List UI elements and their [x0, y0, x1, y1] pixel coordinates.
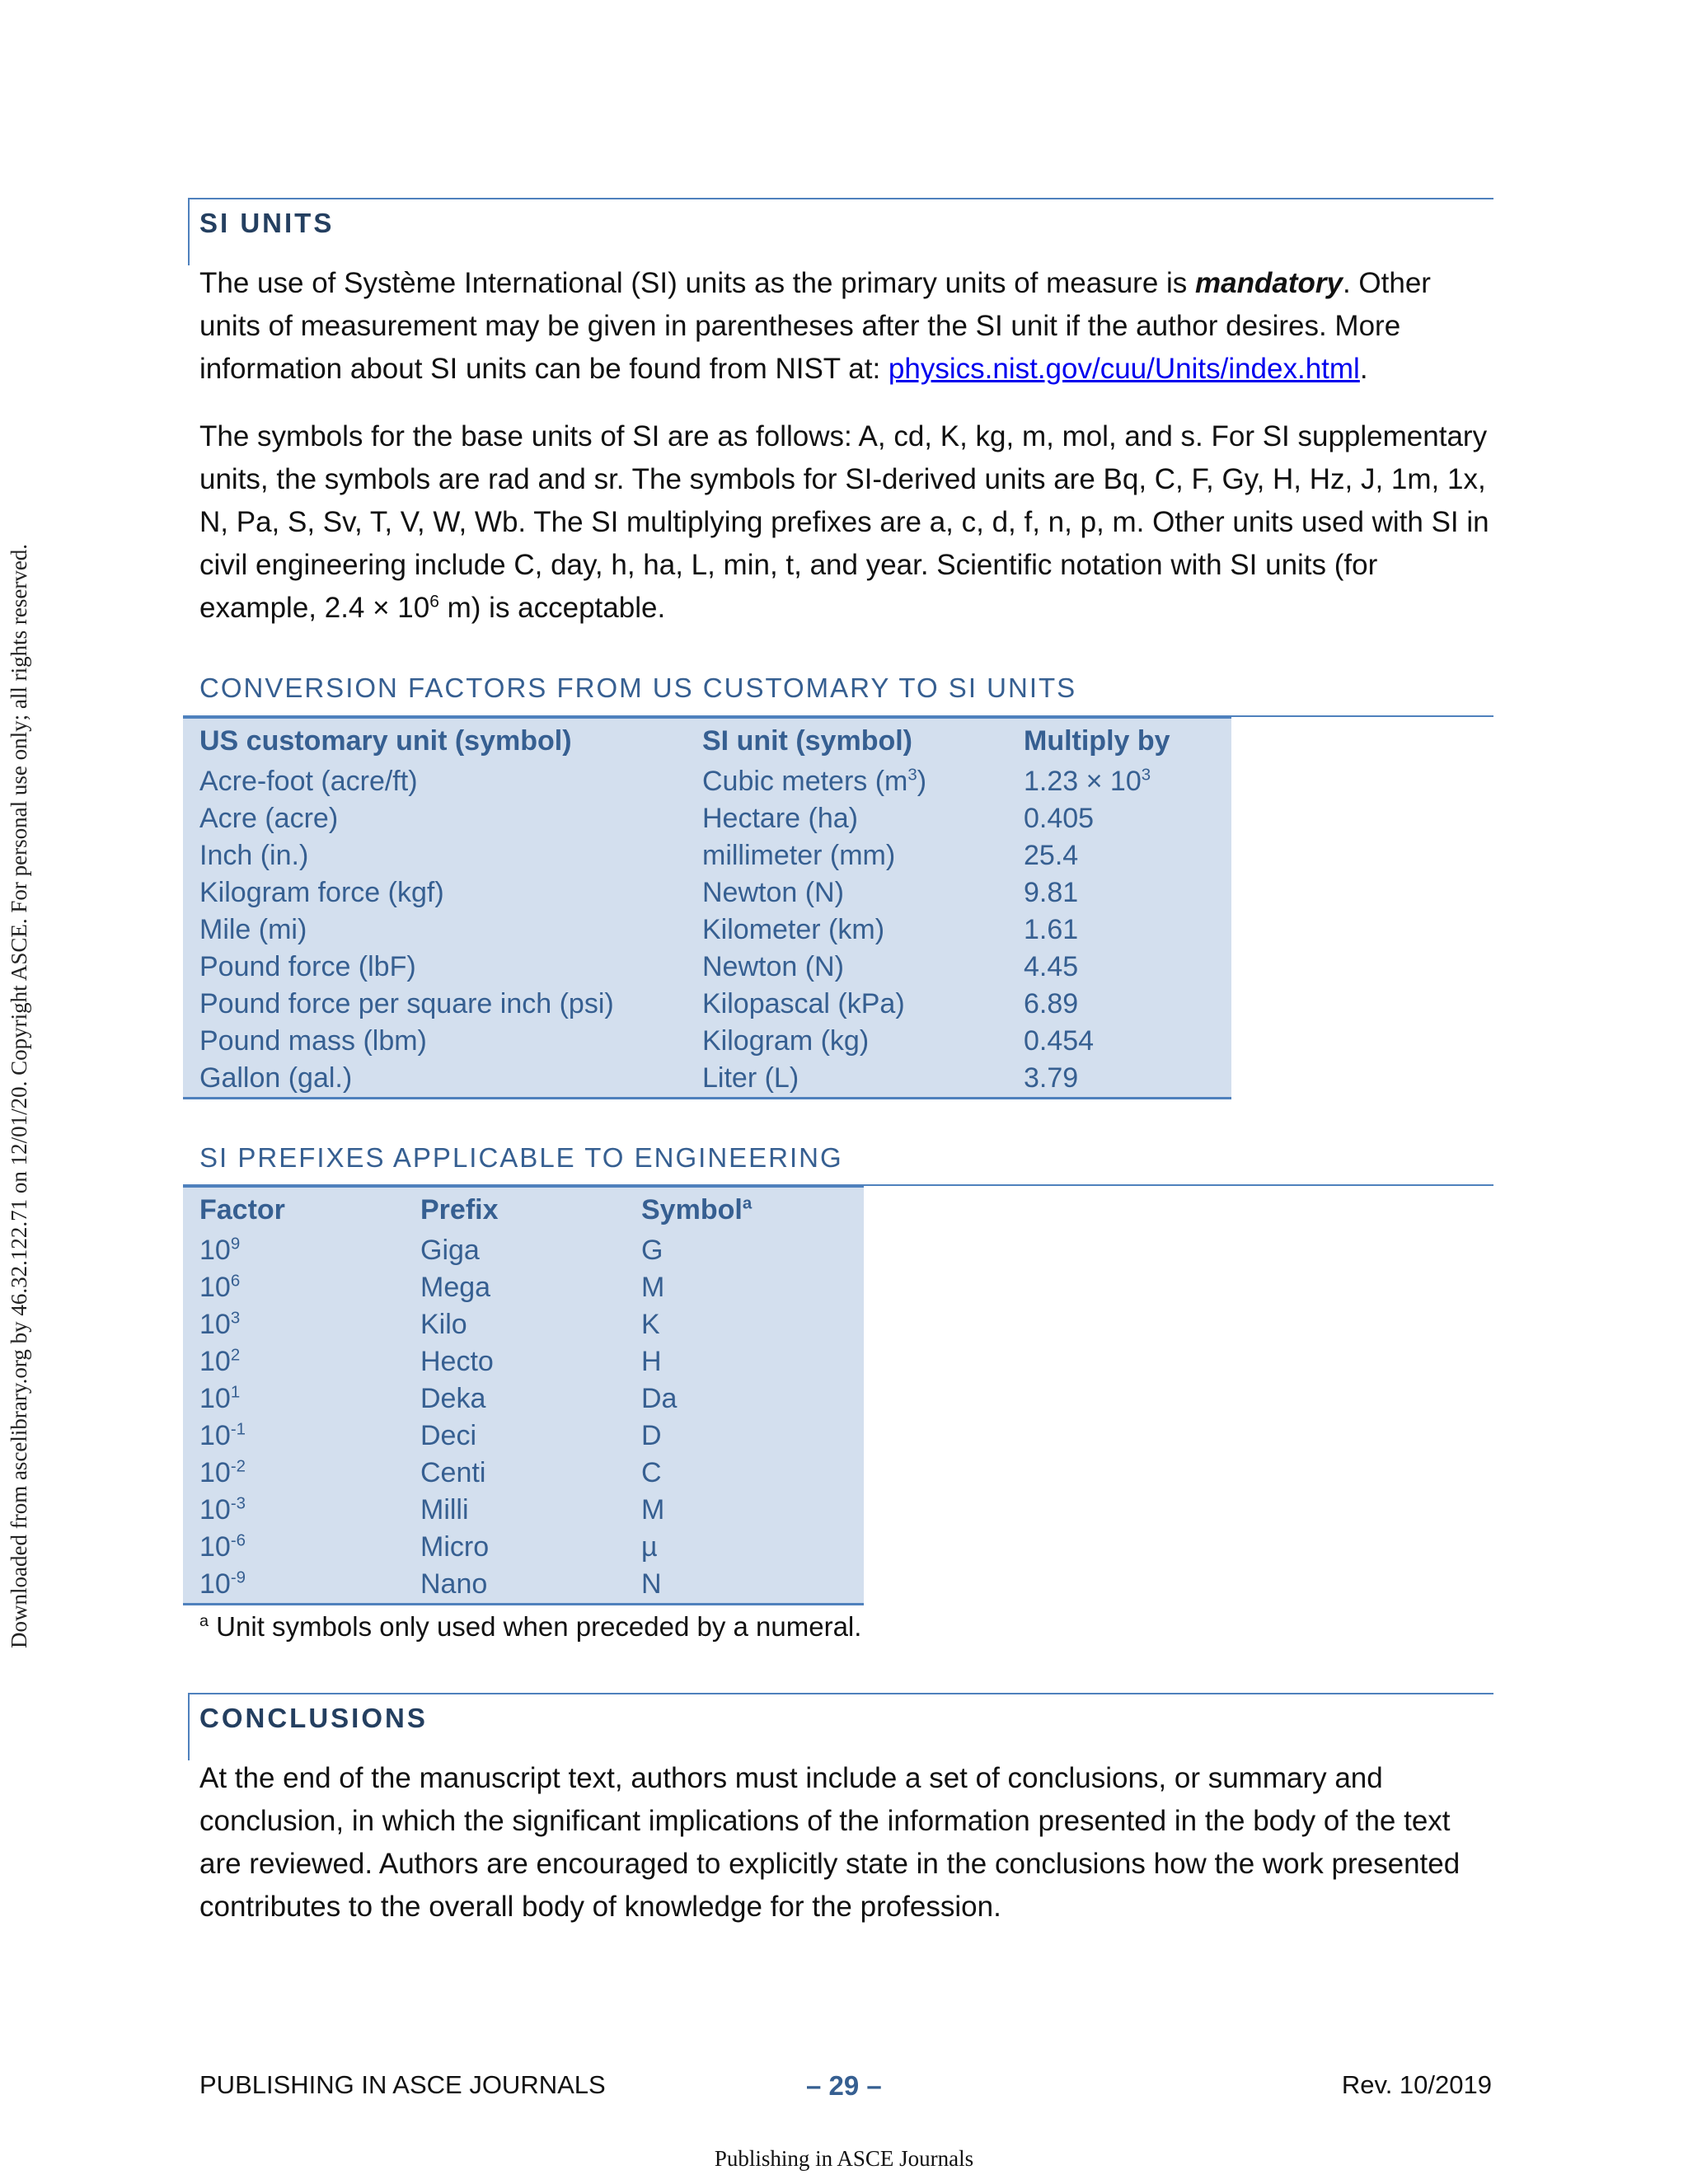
table-row [183, 874, 1231, 912]
symbol-cell: K [641, 1309, 660, 1340]
prefix-cell: Hecto [420, 1346, 494, 1377]
mandatory-emphasis: mandatory [1195, 267, 1343, 299]
multiply-cell: 6.89 [1024, 988, 1079, 1019]
symbol-cell: N [641, 1568, 662, 1600]
section-title: CONCLUSIONS [199, 1703, 428, 1733]
multiply-cell: $1.23 \times 10^3$ [1024, 766, 1151, 797]
download-notice: Downloaded from ascelibrary.org by 46.32.122.71 on 12/01/20. Copyright ASCE. For personal use only; all rights reserved. [7, 543, 31, 1648]
prefix-table-title: SI PREFIXES APPLICABLE TO ENGINEERING [199, 1142, 843, 1173]
symbol-cell: M [641, 1272, 665, 1303]
prefix-cell: Centi [420, 1457, 486, 1488]
prefix-cell: Giga [420, 1235, 480, 1266]
table-row [183, 912, 1231, 949]
table-row [183, 1343, 864, 1380]
section-heading-si-units [188, 198, 1493, 238]
table-row [183, 1380, 864, 1418]
heading-accent-bar [188, 199, 190, 265]
si-unit-cell: Kilogram (kg) [702, 1025, 870, 1057]
table-row [183, 949, 1231, 986]
symbol-cell: M [641, 1494, 665, 1526]
factor-cell: $10^2$ [199, 1346, 241, 1377]
si-unit-cell: Hectare (ha) [702, 803, 858, 834]
si-unit-cell: Cubic meters $(m^3)$ [702, 766, 927, 797]
footer-revision: Rev. 10/2019 [1341, 2070, 1492, 2099]
symbol-cell: Da [641, 1383, 678, 1414]
symbol-cell: µ [641, 1531, 658, 1563]
us-unit-cell: Pound force per square inch (psi) [199, 988, 614, 1019]
header-multiply-by: Multiply by [1024, 725, 1170, 757]
multiply-cell: 0.454 [1024, 1025, 1095, 1057]
header-prefix: Prefix [420, 1194, 499, 1226]
factor-cell: $10^1$ [199, 1383, 241, 1414]
table-row [183, 1269, 864, 1306]
prefix-cell: Deka [420, 1383, 486, 1414]
prefix-table [183, 1184, 864, 1605]
prefix-cell: Deci [420, 1420, 477, 1451]
symbol-cell: D [641, 1420, 662, 1451]
table-row [183, 1566, 864, 1603]
prefix-cell: Milli [420, 1494, 469, 1526]
footer-page-number: – 29 – [806, 2070, 882, 2101]
us-unit-cell: Pound force (lbF) [199, 951, 416, 982]
conversion-table [183, 715, 1231, 1099]
multiply-cell: 4.45 [1024, 951, 1079, 982]
us-unit-cell: Kilogram force (kgf) [199, 877, 444, 908]
factor-cell: $10^6$ [199, 1272, 241, 1303]
us-unit-cell: Acre-foot (acre/ft) [199, 766, 418, 797]
table-row [183, 763, 1231, 800]
table-row [183, 1529, 864, 1566]
header-symbol: Symbol$^a$ [641, 1194, 753, 1226]
factor-cell: $10^9$ [199, 1235, 241, 1266]
prefix-footnote: $^a$ Unit symbols only used when preceded by a numeral. [199, 1611, 862, 1642]
factor-cell: $10^{-3}$ [199, 1494, 246, 1526]
section-heading-conclusions [188, 1693, 1493, 1733]
si-unit-cell: millimeter (mm) [702, 840, 896, 871]
footer-publication-name: Publishing in ASCE Journals [714, 2146, 974, 2171]
si-units-paragraph-2: The symbols for the base units of SI are as follows: A, cd, K, kg, m, mol, and s. For SI supplementary units, the symbols are rad and sr. The symbols for SI-derived units are Bq, C, F, Gy, H, Hz, J, 1m, 1x, N, Pa, S, Sv, T, V, W, Wb. The SI multiplying prefixes are a, c, d, f, n, p, m. Other units used with SI in civil engineering include C, day, h, ha, L, min, t, and year. Scientific notation with SI units (for example, $2.4 \times 10^6$ m) is acceptable. [199, 420, 1489, 624]
si-unit-cell: Kilometer (km) [702, 914, 885, 945]
factor-cell: $10^{-9}$ [199, 1568, 246, 1600]
table-row [183, 1306, 864, 1343]
conversion-table-title: CONVERSION FACTORS FROM US CUSTOMARY TO SI UNITS [199, 673, 1077, 703]
us-unit-cell: Gallon (gal.) [199, 1062, 353, 1094]
symbol-cell: C [641, 1457, 662, 1488]
prefix-cell: Mega [420, 1272, 491, 1303]
us-unit-cell: Inch (in.) [199, 840, 309, 871]
si-unit-cell: Kilopascal (kPa) [702, 988, 905, 1019]
table-row [183, 1492, 864, 1529]
factor-cell: $10^{-6}$ [199, 1531, 246, 1563]
us-unit-cell: Mile (mi) [199, 914, 307, 945]
symbol-cell: H [641, 1346, 662, 1377]
nist-link[interactable]: physics.nist.gov/cuu/Units/index.html [888, 353, 1360, 385]
multiply-cell: 3.79 [1024, 1062, 1079, 1094]
table-row [183, 1060, 1231, 1097]
table-row [183, 1455, 864, 1492]
footer-journal-title: PUBLISHING IN ASCE JOURNALS [199, 2070, 606, 2099]
table-row [183, 986, 1231, 1023]
multiply-cell: 25.4 [1024, 840, 1079, 871]
header-factor: Factor [199, 1194, 285, 1226]
header-us-unit: US customary unit (symbol) [199, 725, 572, 757]
multiply-cell: 9.81 [1024, 877, 1079, 908]
prefix-header-row [183, 1188, 864, 1232]
table-row [183, 1232, 864, 1269]
section-title: SI UNITS [199, 208, 335, 238]
si-unit-cell: Newton (N) [702, 951, 844, 982]
heading-accent-bar [188, 1694, 190, 1760]
factor-cell: $10^{-1}$ [199, 1420, 246, 1451]
conversion-header-row [183, 719, 1231, 763]
factor-cell: $10^3$ [199, 1309, 241, 1340]
table-row [183, 1023, 1231, 1060]
factor-cell: $10^{-2}$ [199, 1457, 246, 1488]
table-row [183, 837, 1231, 874]
table-row [183, 800, 1231, 837]
us-unit-cell: Acre (acre) [199, 803, 339, 834]
si-unit-cell: Newton (N) [702, 877, 844, 908]
prefix-cell: Nano [420, 1568, 488, 1600]
us-unit-cell: Pound mass (lbm) [199, 1025, 427, 1057]
multiply-cell: 0.405 [1024, 803, 1095, 834]
prefix-cell: Kilo [420, 1309, 467, 1340]
header-si-unit: SI unit (symbol) [702, 725, 912, 757]
symbol-cell: G [641, 1235, 663, 1266]
si-units-paragraph-1: The use of Système International (SI) units as the primary units of measure is mandatory. Other units of measurement may be given in parentheses after the SI unit if the author desires. More information about SI units can be found from NIST at: physics.nist.gov/cuu/Units/index.html. [199, 267, 1431, 385]
multiply-cell: 1.61 [1024, 914, 1079, 945]
si-unit-cell: Liter (L) [702, 1062, 799, 1094]
conclusions-paragraph: At the end of the manuscript text, authors must include a set of conclusions, or summary and conclusion, in which the significant implications of the information presented in the body of the text are reviewed. Authors are encouraged to explicitly state in the conclusions how the work presented contributes to the overall body of knowledge for the profession. [199, 1762, 1461, 1923]
table-row [183, 1418, 864, 1455]
prefix-cell: Micro [420, 1531, 490, 1563]
